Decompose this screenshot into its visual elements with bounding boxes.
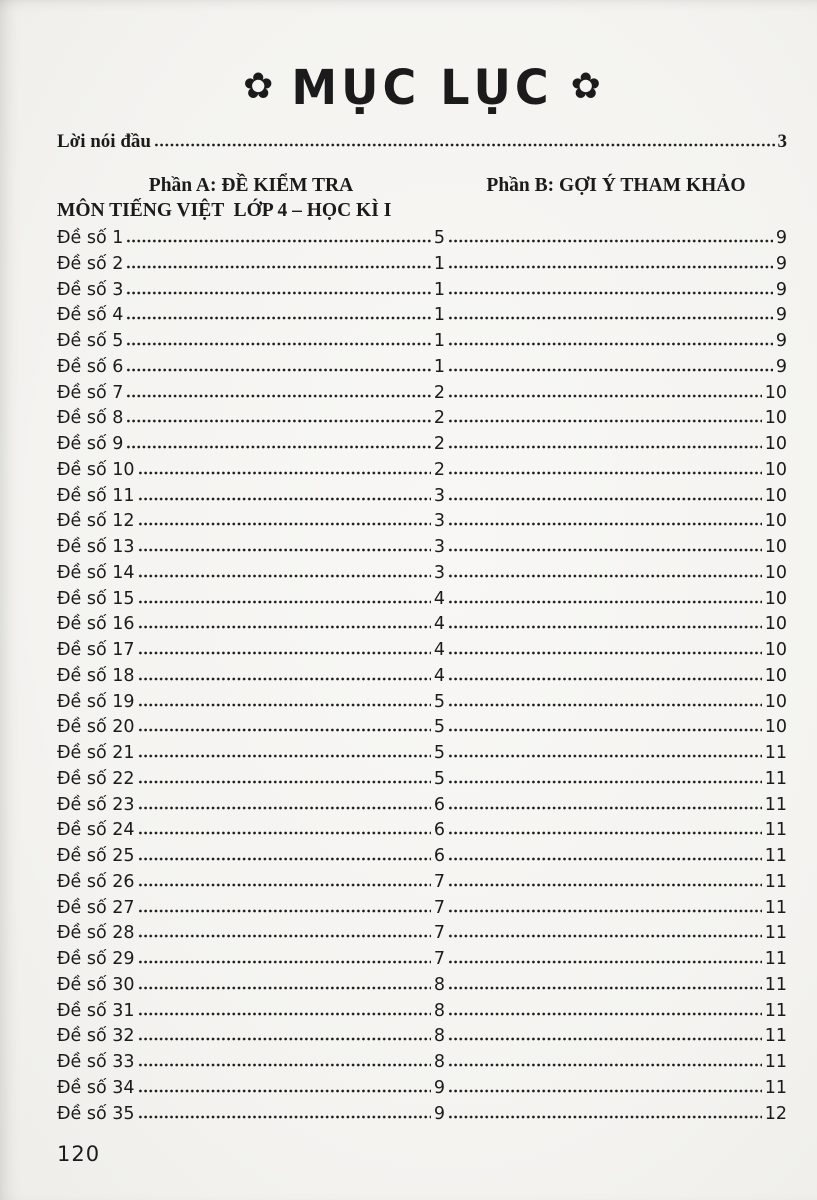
toc-row-part-b [445, 407, 787, 429]
toc-row-part-b [445, 897, 787, 919]
flower-icon: ✿ [570, 66, 601, 107]
toc-row-label: Đề số 8 [57, 408, 124, 429]
toc-row-page-a: 9 [433, 1077, 445, 1098]
toc-row-page-a: 3 [433, 537, 445, 557]
toc-row-page-b: 11 [764, 923, 787, 944]
toc-row-part-b [445, 871, 787, 893]
toc-row-part-a [57, 665, 445, 687]
toc-row-label: Đề số 32 [57, 1026, 135, 1047]
toc-row [57, 768, 787, 794]
toc-row-part-b [445, 330, 787, 352]
toc-row-part-a [57, 330, 445, 352]
toc-row-page-b: 11 [764, 794, 787, 815]
toc-row [57, 1103, 787, 1129]
toc-row-part-b [445, 691, 787, 713]
toc-row-page-b: 11 [764, 1077, 787, 1098]
dot-leader [138, 1089, 431, 1093]
dot-leader [448, 419, 762, 423]
toc-row-part-b [445, 819, 787, 841]
toc-row [57, 407, 787, 433]
toc-row-page-b: 11 [764, 1026, 787, 1047]
toc-row-part-b [445, 768, 787, 790]
toc-row-part-a [57, 433, 445, 455]
toc-row-part-a [57, 536, 445, 558]
dot-leader [448, 548, 762, 552]
toc-row-page-b: 10 [764, 408, 787, 429]
toc-row-page-a: 3 [433, 511, 445, 532]
toc-row-part-a [57, 845, 445, 867]
dot-leader [138, 497, 431, 501]
toc-row-page-b: 10 [764, 717, 787, 738]
toc-row-page-a: 2 [433, 434, 445, 454]
toc-row-label: Đề số 30 [57, 974, 135, 995]
toc-row-page-a: 7 [433, 897, 445, 918]
dot-leader [138, 960, 431, 964]
dot-leader [138, 831, 431, 835]
toc-row-page-a: 7 [433, 949, 445, 969]
dot-leader [448, 831, 762, 835]
toc-row-part-a [57, 768, 445, 790]
toc-row-page-b: 11 [764, 820, 787, 841]
toc-row-part-b [445, 1025, 787, 1047]
dot-leader [138, 625, 431, 629]
toc-row-label: Đề số 7 [57, 382, 124, 403]
toc-row-page-b: 11 [764, 897, 787, 918]
toc-row-part-b [445, 588, 787, 610]
toc-row-page-a: 7 [433, 923, 445, 944]
dot-leader [138, 883, 431, 887]
toc-row-page-b: 10 [764, 665, 787, 686]
toc-row [57, 433, 787, 459]
toc-row-page-b: 10 [764, 382, 787, 403]
toc-row-part-a [57, 279, 445, 301]
dot-leader [126, 316, 430, 320]
dot-leader [448, 291, 773, 295]
toc-row-part-a [57, 588, 445, 610]
toc-row-part-a [57, 407, 445, 429]
toc-row-part-a [57, 1025, 445, 1047]
toc-row-part-a [57, 691, 445, 713]
toc-row-label: Đề số 29 [57, 949, 135, 969]
toc-row-page-a: 4 [433, 614, 445, 635]
toc-row-part-b [445, 1000, 787, 1022]
dot-leader [448, 265, 773, 269]
dot-leader [138, 677, 431, 681]
toc-row-label: Đề số 24 [57, 820, 135, 841]
toc-row-page-b: 9 [775, 356, 787, 377]
dot-leader [138, 1115, 431, 1119]
toc-row [57, 562, 787, 588]
toc-row-part-a [57, 304, 445, 326]
toc-row-page-a: 2 [433, 459, 445, 480]
dot-leader [154, 143, 775, 147]
toc-row [57, 871, 787, 897]
toc-row-label: Đề số 23 [57, 794, 135, 815]
dot-leader [138, 1012, 431, 1016]
toc-row-label: Đề số 25 [57, 846, 135, 866]
dot-leader [448, 1089, 762, 1093]
toc-row-part-a [57, 613, 445, 635]
toc-row-part-a [57, 974, 445, 996]
toc-row-page-a: 5 [433, 743, 445, 763]
dot-leader [448, 1063, 762, 1067]
toc-row-page-a: 2 [433, 382, 445, 403]
toc-row [57, 613, 787, 639]
dot-leader [138, 548, 431, 552]
toc-row-part-a [57, 922, 445, 944]
toc-row-part-b [445, 279, 787, 301]
toc-row-page-a: 4 [433, 588, 445, 609]
toc-row-part-b [445, 510, 787, 532]
toc-row [57, 1051, 787, 1077]
toc-row [57, 330, 787, 356]
dot-leader [448, 986, 762, 990]
toc-row-label: Đề số 10 [57, 459, 135, 480]
toc-row-page-a: 1 [433, 253, 445, 274]
toc-row-page-b: 10 [764, 459, 787, 480]
dot-leader [448, 368, 773, 372]
toc-row [57, 459, 787, 485]
toc-row-part-a [57, 485, 445, 507]
toc-row-page-b: 10 [764, 691, 787, 712]
dot-leader [448, 522, 762, 526]
toc-row-page-b: 11 [764, 1000, 787, 1021]
toc-row-page-b: 11 [764, 974, 787, 995]
toc-row-label: Đề số 6 [57, 356, 124, 377]
toc-row-label: Đề số 11 [57, 485, 135, 506]
dot-leader [138, 471, 431, 475]
toc-row [57, 1000, 787, 1026]
toc-row-page-b: 12 [764, 1103, 787, 1124]
dot-leader [448, 806, 762, 810]
toc-row-part-a [57, 459, 445, 481]
dot-leader [126, 265, 430, 269]
toc-row-part-b [445, 948, 787, 970]
footer-page-number: 120 [57, 1142, 101, 1167]
section-header-part-b [445, 173, 787, 223]
toc-row-page-b: 10 [764, 434, 787, 454]
dot-leader [126, 368, 430, 372]
toc-row-label: Đề số 18 [57, 665, 135, 686]
dot-leader [448, 909, 762, 913]
toc-row-part-b [445, 742, 787, 764]
dot-leader [448, 316, 773, 320]
toc-row-page-a: 4 [433, 640, 445, 660]
page-title-row [57, 58, 787, 116]
toc-row-part-a [57, 948, 445, 970]
toc-row-page-b: 9 [775, 331, 787, 351]
toc-row-page-a: 7 [433, 871, 445, 892]
toc-row-part-b [445, 304, 787, 326]
dot-leader [448, 445, 762, 449]
dot-leader [448, 1012, 762, 1016]
dot-leader [138, 986, 431, 990]
toc-row [57, 1025, 787, 1051]
toc-row-part-b [445, 716, 787, 738]
page-title: MỤC LỤC [291, 58, 553, 116]
toc-row-page-a: 1 [433, 305, 445, 326]
dot-leader [448, 780, 762, 784]
toc-row-part-a [57, 562, 445, 584]
toc-row-part-b [445, 639, 787, 661]
dot-leader [448, 754, 762, 758]
toc-row-part-b [445, 1051, 787, 1073]
toc-row-part-b [445, 665, 787, 687]
part-a-subtitle: MÔN TIẾNG VIỆT LỚP 4 – HỌC KÌ I [57, 200, 392, 221]
toc-row-page-b: 11 [764, 846, 787, 866]
toc-row-page-b: 9 [775, 305, 787, 326]
toc-row-page-b: 10 [764, 511, 787, 532]
toc-row-part-a [57, 794, 445, 816]
toc-row-page-a: 9 [433, 1103, 445, 1124]
toc-row-label: Đề số 15 [57, 588, 135, 609]
toc-row-page-b: 10 [764, 640, 787, 660]
toc-row-page-a: 1 [433, 279, 445, 300]
toc-row [57, 665, 787, 691]
toc-row-part-a [57, 742, 445, 764]
toc-row [57, 382, 787, 408]
dot-leader [448, 625, 762, 629]
dot-leader [138, 651, 431, 655]
toc-row [57, 536, 787, 562]
toc-row-part-b [445, 433, 787, 455]
toc-row [57, 691, 787, 717]
toc-row-page-b: 10 [764, 562, 787, 583]
dot-leader [448, 934, 762, 938]
toc-row-part-b [445, 382, 787, 404]
part-b-title: Phần B: GỢI Ý THAM KHẢO [486, 175, 746, 196]
flower-icon: ✿ [243, 66, 274, 107]
toc-row-label: Đề số 26 [57, 871, 135, 892]
toc-row [57, 922, 787, 948]
dot-leader [448, 883, 762, 887]
toc-row-part-b [445, 562, 787, 584]
toc-row-label: Đề số 2 [57, 253, 124, 274]
toc-row-label: Đề số 9 [57, 434, 124, 454]
toc-row-page-b: 11 [764, 871, 787, 892]
toc-row [57, 588, 787, 614]
dot-leader [448, 857, 762, 861]
toc-row-part-a [57, 253, 445, 275]
dot-leader [448, 651, 762, 655]
toc-row-label: Đề số 1 [57, 228, 124, 248]
dot-leader [448, 471, 762, 475]
toc-row-part-a [57, 356, 445, 378]
toc-row-part-b [445, 227, 787, 249]
toc-row-part-a [57, 227, 445, 249]
toc-row [57, 227, 787, 253]
toc-row [57, 253, 787, 279]
toc-row-label: Đề số 22 [57, 768, 135, 789]
toc-row-page-a: 1 [433, 356, 445, 377]
toc-row [57, 485, 787, 511]
dot-leader [448, 574, 762, 578]
toc-row [57, 1077, 787, 1103]
toc-row-page-a: 5 [433, 717, 445, 738]
toc-row-page-b: 10 [764, 537, 787, 557]
part-a-title: Phần A: ĐỀ KIỂM TRA [148, 175, 354, 196]
dot-leader [138, 1037, 431, 1041]
toc-row [57, 356, 787, 382]
toc-row-label: Đề số 28 [57, 923, 135, 944]
dot-leader [448, 394, 762, 398]
toc-row-page-a: 8 [433, 974, 445, 995]
toc-row-page-a: 5 [433, 691, 445, 712]
dot-leader [126, 445, 430, 449]
toc-row-label: Đề số 16 [57, 614, 135, 635]
toc-row [57, 279, 787, 305]
toc-row-label: Đề số 34 [57, 1077, 135, 1098]
toc-row-part-a [57, 1103, 445, 1125]
dot-leader [126, 291, 430, 295]
toc-row-part-a [57, 1077, 445, 1099]
toc-row [57, 510, 787, 536]
dot-leader [138, 1063, 431, 1067]
toc-row-page-a: 6 [433, 846, 445, 866]
toc-row [57, 845, 787, 871]
dot-leader [138, 909, 431, 913]
toc-row-page-a: 5 [433, 228, 445, 248]
toc-row-part-a [57, 639, 445, 661]
dot-leader [126, 342, 430, 346]
toc-row-part-b [445, 613, 787, 635]
dot-leader [138, 522, 431, 526]
toc-row [57, 639, 787, 665]
dot-leader [448, 960, 762, 964]
dot-leader [448, 703, 762, 707]
dot-leader [126, 394, 430, 398]
toc-row-page-b: 9 [775, 279, 787, 300]
toc-row-page-a: 8 [433, 1000, 445, 1021]
toc-row-label: Đề số 12 [57, 511, 135, 532]
toc-row-page-b: 10 [764, 588, 787, 609]
dot-leader [138, 574, 431, 578]
toc-row-part-a [57, 819, 445, 841]
toc-row [57, 742, 787, 768]
preface-page-number: 3 [777, 131, 787, 152]
toc-row-page-b: 10 [764, 485, 787, 506]
toc-row-part-b [445, 536, 787, 558]
toc-row-part-a [57, 382, 445, 404]
toc-row-label: Đề số 21 [57, 743, 135, 763]
dot-leader [138, 600, 431, 604]
dot-leader [138, 728, 431, 732]
toc-row-part-a [57, 1000, 445, 1022]
toc-row [57, 716, 787, 742]
toc-row-label: Đề số 13 [57, 537, 135, 557]
toc-row-label: Đề số 35 [57, 1103, 135, 1124]
dot-leader [138, 934, 431, 938]
toc-row-part-b [445, 974, 787, 996]
toc-row-label: Đề số 17 [57, 640, 135, 660]
toc-row [57, 819, 787, 845]
toc-row-part-a [57, 897, 445, 919]
dot-leader [138, 857, 431, 861]
toc-row [57, 304, 787, 330]
toc-row [57, 794, 787, 820]
toc-row-page-b: 11 [764, 1052, 787, 1072]
toc-row-page-a: 8 [433, 1052, 445, 1072]
dot-leader [448, 342, 773, 346]
toc-row-page-a: 5 [433, 768, 445, 789]
toc-row-label: Đề số 4 [57, 305, 124, 326]
dot-leader [448, 600, 762, 604]
dot-leader [448, 239, 773, 243]
dot-leader [138, 754, 431, 758]
toc-row-label: Đề số 31 [57, 1000, 135, 1021]
toc-row-part-a [57, 871, 445, 893]
toc-row-label: Đề số 3 [57, 279, 124, 300]
toc-row [57, 948, 787, 974]
toc-row-part-a [57, 716, 445, 738]
section-header-part-a [57, 173, 445, 223]
dot-leader [448, 1115, 762, 1119]
toc-row-page-b: 11 [764, 743, 787, 763]
preface-entry [57, 131, 787, 153]
toc-row-part-b [445, 1103, 787, 1125]
toc-row-label: Đề số 27 [57, 897, 135, 918]
dot-leader [138, 806, 431, 810]
toc-row-label: Đề số 33 [57, 1052, 135, 1072]
toc-row-page-b: 11 [764, 768, 787, 789]
toc-row-part-b [445, 922, 787, 944]
dot-leader [138, 703, 431, 707]
toc-row-page-a: 6 [433, 794, 445, 815]
toc-row-page-a: 8 [433, 1026, 445, 1047]
toc-row-page-a: 6 [433, 820, 445, 841]
toc-row-label: Đề số 14 [57, 562, 135, 583]
toc-row [57, 897, 787, 923]
toc-row-part-b [445, 356, 787, 378]
toc-row-part-b [445, 485, 787, 507]
toc-row-part-a [57, 1051, 445, 1073]
toc-row-page-a: 3 [433, 485, 445, 506]
toc-row-part-b [445, 253, 787, 275]
toc-row-page-b: 9 [775, 228, 787, 248]
dot-leader [448, 1037, 762, 1041]
toc-list [57, 227, 787, 1128]
toc-row-label: Đề số 5 [57, 331, 124, 351]
page-content [57, 0, 787, 1166]
toc-row-page-b: 11 [764, 949, 787, 969]
preface-label: Lời nói đầu [57, 131, 151, 152]
dot-leader [448, 677, 762, 681]
toc-row-part-a [57, 510, 445, 532]
toc-row-part-b [445, 794, 787, 816]
dot-leader [448, 728, 762, 732]
dot-leader [138, 780, 431, 784]
toc-row-part-b [445, 845, 787, 867]
dot-leader [126, 419, 430, 423]
toc-row-page-a: 2 [433, 408, 445, 429]
dot-leader [126, 239, 430, 243]
dot-leader [448, 497, 762, 501]
toc-row-part-b [445, 459, 787, 481]
toc-row-label: Đề số 20 [57, 717, 135, 738]
toc-row-page-b: 10 [764, 614, 787, 635]
toc-row-page-b: 9 [775, 253, 787, 274]
toc-row-page-a: 3 [433, 562, 445, 583]
toc-row-page-a: 1 [433, 331, 445, 351]
toc-row-label: Đề số 19 [57, 691, 135, 712]
toc-row [57, 974, 787, 1000]
section-headers [57, 173, 787, 223]
toc-row-page-a: 4 [433, 665, 445, 686]
toc-row-part-b [445, 1077, 787, 1099]
